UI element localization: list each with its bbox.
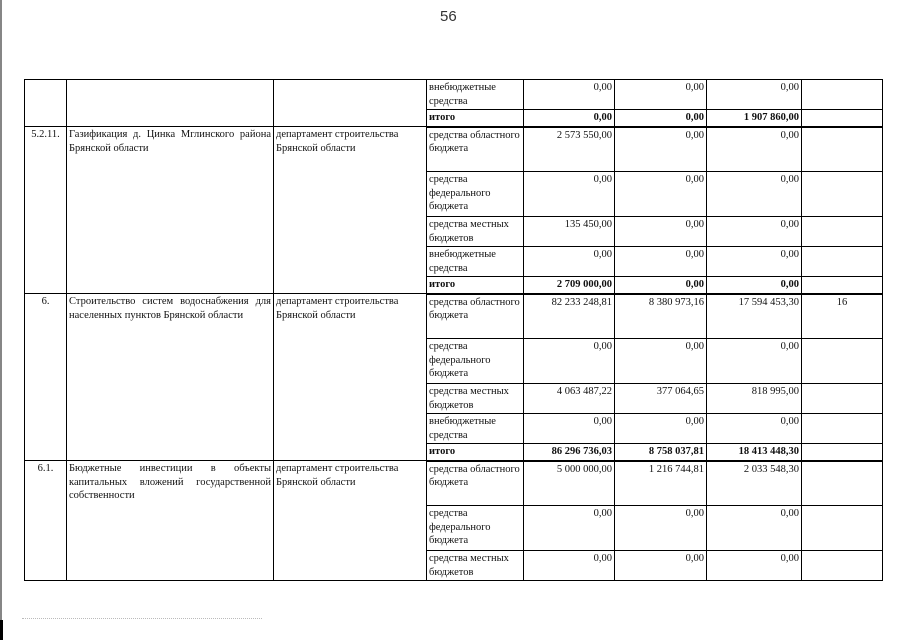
value-year-1: 5 000 000,00 <box>524 461 615 506</box>
item-executor: департамент строительства Брянской области <box>274 461 427 581</box>
value-year-3: 0,00 <box>707 217 802 247</box>
indicator-value <box>802 80 883 110</box>
value-year-1: 0,00 <box>524 414 615 444</box>
table-row <box>25 294 883 339</box>
value-year-1: 2 709 000,00 <box>524 277 615 294</box>
item-code: 5.2.11. <box>25 127 67 294</box>
value-year-2: 0,00 <box>615 277 707 294</box>
indicator-value <box>802 339 883 384</box>
indicator-value <box>802 414 883 444</box>
indicator-value <box>802 551 883 581</box>
item-executor: департамент строительства Брянской области <box>274 294 427 461</box>
value-year-1: 4 063 487,22 <box>524 384 615 414</box>
item-name <box>67 80 274 127</box>
item-code: 6.1. <box>25 461 67 581</box>
value-year-2: 8 758 037,81 <box>615 444 707 461</box>
value-year-1: 0,00 <box>524 80 615 110</box>
value-year-3: 0,00 <box>707 551 802 581</box>
value-year-3: 0,00 <box>707 80 802 110</box>
value-year-1: 2 573 550,00 <box>524 127 615 172</box>
item-name: Газификация д. Цинка Мглинского района Брянской области <box>67 127 274 294</box>
value-year-2: 0,00 <box>615 217 707 247</box>
indicator-value <box>802 247 883 277</box>
value-year-1: 82 233 248,81 <box>524 294 615 339</box>
value-year-3: 17 594 453,30 <box>707 294 802 339</box>
funding-source: итого <box>427 444 524 461</box>
value-year-1: 0,00 <box>524 506 615 551</box>
value-year-3: 0,00 <box>707 247 802 277</box>
funding-source: средства федерального бюджета <box>427 506 524 551</box>
value-year-3: 0,00 <box>707 172 802 217</box>
item-executor: департамент строительства Брянской области <box>274 127 427 294</box>
value-year-2: 0,00 <box>615 414 707 444</box>
indicator-value <box>802 127 883 172</box>
page-number: 56 <box>440 8 457 25</box>
indicator-value <box>802 110 883 127</box>
value-year-2: 8 380 973,16 <box>615 294 707 339</box>
item-code <box>25 80 67 127</box>
table-row <box>25 127 883 172</box>
value-year-3: 0,00 <box>707 339 802 384</box>
value-year-1: 0,00 <box>524 172 615 217</box>
value-year-3: 0,00 <box>707 506 802 551</box>
value-year-2: 0,00 <box>615 506 707 551</box>
item-executor <box>274 80 427 127</box>
value-year-3: 1 907 860,00 <box>707 110 802 127</box>
funding-source: средства областного бюджета <box>427 294 524 339</box>
value-year-3: 0,00 <box>707 414 802 444</box>
funding-source: средства местных бюджетов <box>427 384 524 414</box>
item-name: Бюджетные инвестиции в объекты капитальных вложений государственной собственности <box>67 461 274 581</box>
item-code: 6. <box>25 294 67 461</box>
value-year-1: 86 296 736,03 <box>524 444 615 461</box>
value-year-2: 0,00 <box>615 339 707 384</box>
indicator-value: 16 <box>802 294 883 339</box>
funding-source: внебюджетные средства <box>427 414 524 444</box>
indicator-value <box>802 384 883 414</box>
indicator-value <box>802 506 883 551</box>
funding-source: итого <box>427 277 524 294</box>
value-year-2: 0,00 <box>615 247 707 277</box>
indicator-value <box>802 444 883 461</box>
value-year-1: 0,00 <box>524 247 615 277</box>
scan-edge <box>0 0 2 640</box>
item-name: Строительство систем водоснабжения для населенных пунктов Брянской области <box>67 294 274 461</box>
value-year-2: 377 064,65 <box>615 384 707 414</box>
value-year-2: 0,00 <box>615 172 707 217</box>
funding-source: внебюджетные средства <box>427 80 524 110</box>
value-year-2: 0,00 <box>615 110 707 127</box>
funding-source: средства местных бюджетов <box>427 551 524 581</box>
funding-source: средства федерального бюджета <box>427 172 524 217</box>
budget-table <box>24 79 883 581</box>
table-row <box>25 80 883 110</box>
funding-source: средства областного бюджета <box>427 127 524 172</box>
value-year-3: 818 995,00 <box>707 384 802 414</box>
indicator-value <box>802 277 883 294</box>
value-year-3: 2 033 548,30 <box>707 461 802 506</box>
value-year-2: 0,00 <box>615 551 707 581</box>
indicator-value <box>802 461 883 506</box>
funding-source: средства федерального бюджета <box>427 339 524 384</box>
funding-source: итого <box>427 110 524 127</box>
indicator-value <box>802 217 883 247</box>
funding-source: средства местных бюджетов <box>427 217 524 247</box>
indicator-value <box>802 172 883 217</box>
table-row <box>25 461 883 506</box>
value-year-3: 18 413 448,30 <box>707 444 802 461</box>
scan-noise <box>22 618 262 620</box>
value-year-1: 135 450,00 <box>524 217 615 247</box>
value-year-1: 0,00 <box>524 339 615 384</box>
value-year-1: 0,00 <box>524 110 615 127</box>
value-year-3: 0,00 <box>707 277 802 294</box>
value-year-2: 1 216 744,81 <box>615 461 707 506</box>
budget-table-body <box>25 80 883 581</box>
value-year-2: 0,00 <box>615 127 707 172</box>
scan-mark <box>0 620 3 640</box>
value-year-2: 0,00 <box>615 80 707 110</box>
value-year-1: 0,00 <box>524 551 615 581</box>
funding-source: средства областного бюджета <box>427 461 524 506</box>
funding-source: внебюджетные средства <box>427 247 524 277</box>
value-year-3: 0,00 <box>707 127 802 172</box>
